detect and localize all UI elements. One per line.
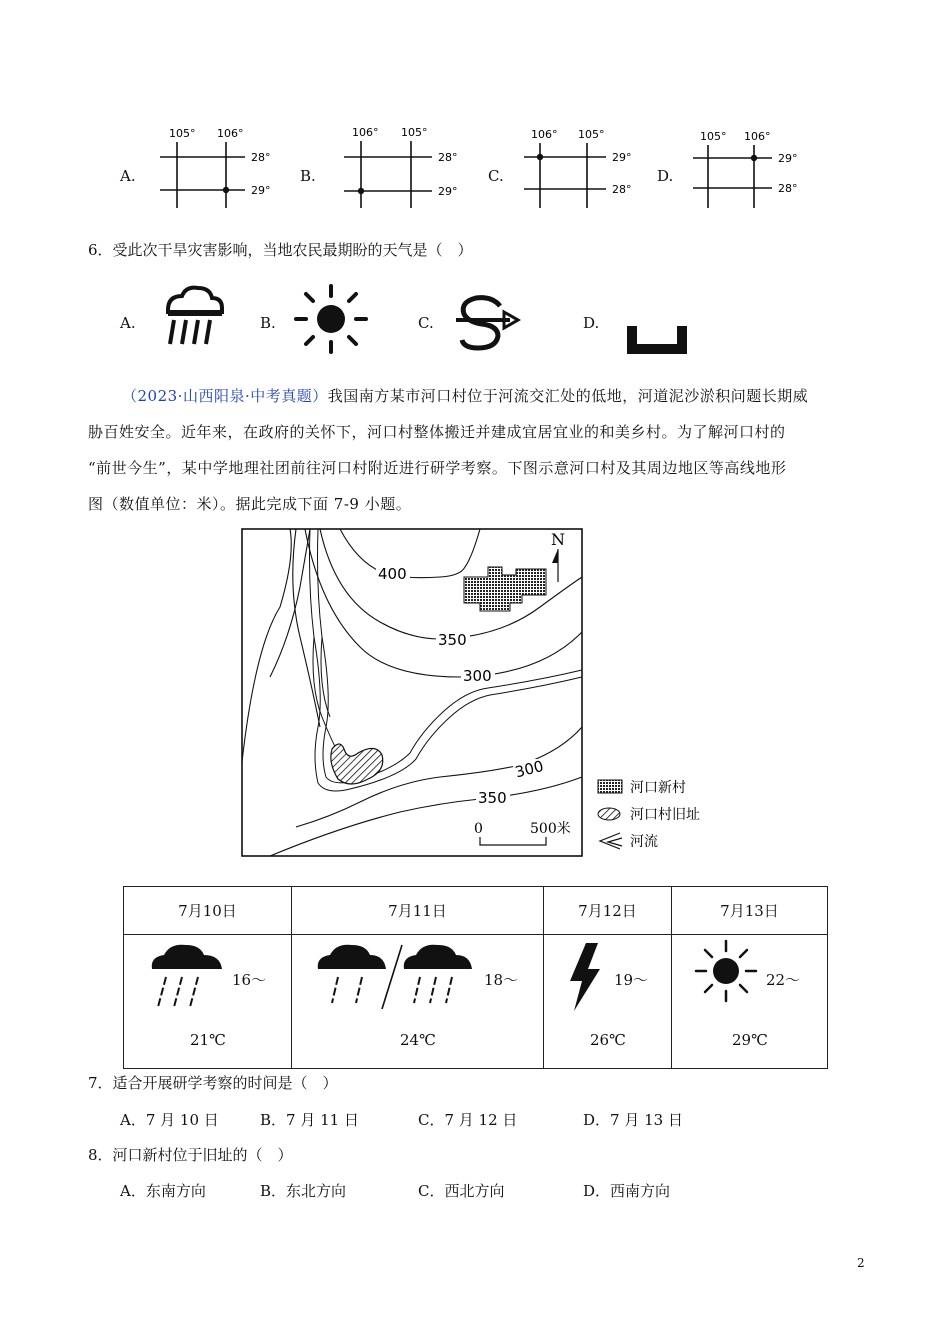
lat-label: 29° [251, 184, 271, 197]
scale-label: 500米 [530, 821, 571, 837]
q7-option-d[interactable]: D．7 月 13 日 [583, 1111, 683, 1129]
temp-high: 24℃ [400, 1031, 436, 1049]
wind-icon[interactable] [452, 292, 526, 354]
contour-label: 350 [438, 631, 467, 649]
svg-text:106°: 106° [744, 130, 771, 143]
weather-date: 7月13日 [672, 887, 828, 935]
passage-line-4: 图（数值单位：米）。据此完成下面 7-9 小题。 [88, 495, 412, 513]
svg-text:106°: 106° [531, 128, 558, 141]
temp-high: 29℃ [732, 1031, 768, 1049]
temp-low: 16～ [232, 971, 267, 989]
weather-cell-2 [292, 935, 544, 1069]
q7-option-a[interactable]: A．7 月 10 日 [120, 1111, 219, 1129]
q7-option-c[interactable]: C．7 月 12 日 [418, 1111, 518, 1129]
q6-option-d-letter: D. [583, 314, 600, 332]
svg-text:105°: 105° [578, 128, 605, 141]
q5-option-a-letter: A. [120, 167, 136, 185]
temp-low: 19～ [614, 971, 649, 989]
svg-text:29°: 29° [612, 151, 632, 164]
temp-high: 26℃ [590, 1031, 626, 1049]
weather-cell-3 [544, 935, 672, 1069]
contour-label: 300 [463, 667, 492, 685]
passage-line-3: “前世今生”，某中学地理社团前往河口村附近进行研学考察。下图示意河口村及其周边地区等高线地形 [88, 459, 787, 477]
passage-line-1: 我国南方某市河口村位于河流交汇处的低地，河道泥沙淤积问题长期威 [327, 387, 809, 405]
svg-text:29°: 29° [438, 185, 458, 198]
weather-date: 7月12日 [544, 887, 672, 935]
old-site-icon [598, 808, 620, 820]
q6-stem: 6．受此次干旱灾害影响，当地农民最期盼的天气是（ ） [88, 241, 473, 259]
q8-option-a[interactable]: A．东南方向 [120, 1182, 206, 1200]
weather-date: 7月10日 [124, 887, 292, 935]
q5-option-a-grid[interactable] [155, 126, 285, 212]
new-village-icon [598, 780, 622, 793]
q8-stem: 8．河口新村位于旧址的（ ） [88, 1146, 293, 1164]
rain-cloud-icon[interactable] [160, 284, 228, 348]
contour-map[interactable] [240, 527, 720, 859]
svg-text:28°: 28° [612, 183, 632, 196]
q7-option-b[interactable]: B．7 月 11 日 [260, 1111, 359, 1129]
sunny-icon [694, 939, 758, 1003]
svg-text:105°: 105° [401, 126, 428, 139]
q8-option-b[interactable]: B．东北方向 [260, 1182, 347, 1200]
svg-text:28°: 28° [778, 182, 798, 195]
map-legend [598, 779, 700, 850]
thunderstorm-icon [566, 941, 606, 1013]
q7-stem: 7．适合开展研学考察的时间是（ ） [88, 1074, 338, 1092]
svg-text:29°: 29° [778, 152, 798, 165]
river-icon [600, 833, 622, 849]
weather-date: 7月11日 [292, 887, 544, 935]
q6-option-c-letter: C. [418, 314, 434, 332]
q5-option-d-letter: D. [657, 167, 674, 185]
svg-text:河口新村: 河口新村 [630, 780, 686, 796]
weather-cell-1 [124, 935, 292, 1069]
weather-cell-4 [672, 935, 828, 1069]
q5-option-c-letter: C. [488, 167, 504, 185]
q6-option-a-letter: A. [120, 314, 136, 332]
lon-label: 105° [169, 127, 196, 140]
q5-option-c-grid[interactable] [520, 126, 650, 212]
passage [88, 378, 858, 522]
svg-text:河口村旧址: 河口村旧址 [630, 807, 700, 823]
lon-label: 106° [217, 127, 244, 140]
svg-text:河流: 河流 [630, 834, 658, 850]
lat-label: 28° [251, 151, 271, 164]
temp-low: 18～ [484, 971, 519, 989]
contour-label: 300 [513, 756, 546, 782]
q8-option-d[interactable]: D．西南方向 [583, 1182, 671, 1200]
passage-source: （2023·山西阳泉·中考真题） [122, 387, 328, 405]
q5-option-b-letter: B. [300, 167, 316, 185]
sun-icon[interactable] [292, 282, 370, 356]
contour-label: 350 [478, 789, 507, 807]
passage-line-2: 胁百姓安全。近年来，在政府的关怀下，河口村整体搬迁并建成宜居宜业的和美乡村。为了解河口村的 [88, 423, 786, 441]
svg-text:105°: 105° [700, 130, 727, 143]
rain-changing-icon [316, 941, 476, 1013]
q5-option-b-grid[interactable] [340, 124, 470, 212]
q6-option-b-letter: B. [260, 314, 276, 332]
contour-label: 400 [378, 565, 407, 583]
north-label: N [551, 530, 565, 549]
q8-option-c[interactable]: C．西北方向 [418, 1182, 505, 1200]
temp-high: 21℃ [190, 1031, 226, 1049]
page-number: 2 [857, 1256, 865, 1270]
svg-text:106°: 106° [352, 126, 379, 139]
weather-table [123, 886, 828, 1069]
svg-text:28°: 28° [438, 151, 458, 164]
temp-low: 22～ [766, 971, 801, 989]
bracket-icon[interactable] [625, 324, 691, 356]
q5-option-d-grid[interactable] [690, 128, 820, 212]
scale-zero: 0 [474, 821, 483, 837]
heavy-rain-icon [148, 941, 226, 1013]
